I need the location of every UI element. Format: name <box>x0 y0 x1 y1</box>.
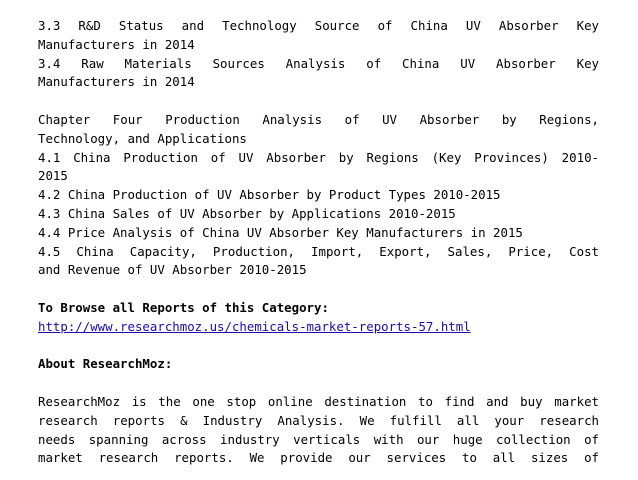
document-page <box>38 17 599 468</box>
browse-label: To Browse all Reports of this Category: <box>38 299 329 315</box>
about-line-2: research reports & Industry Analysis. We fulfill all your research <box>38 412 599 428</box>
spacer <box>38 92 599 111</box>
about-line-3: needs spanning across industry verticals with our huge collection of <box>38 431 599 447</box>
toc-item-4-3: 4.3 China Sales of UV Absorber by Applications 2010-2015 <box>38 205 456 221</box>
about-line-1: ResearchMoz is the one stop online destination to find and buy market <box>38 393 599 409</box>
toc-chapter-three-tail <box>38 17 599 92</box>
toc-item-4-1-line1: 4.1 China Production of UV Absorber by Regions (Key Provinces) 2010- <box>38 149 599 165</box>
spacer <box>38 337 599 356</box>
toc-item-4-2: 4.2 China Production of UV Absorber by Product Types 2010-2015 <box>38 187 501 203</box>
spacer <box>38 280 599 299</box>
browse-section <box>38 299 599 337</box>
about-section <box>38 355 599 468</box>
spacer <box>38 374 599 393</box>
toc-chapter-four <box>38 111 599 280</box>
chapter-four-heading-line1: Chapter Four Production Analysis of UV Absorber by Regions, <box>38 111 599 127</box>
toc-item-3-4-line1: 3.4 Raw Materials Sources Analysis of China UV Absorber Key <box>38 55 599 71</box>
toc-item-3-3-line1: 3.3 R&D Status and Technology Source of China UV Absorber Key <box>38 18 599 33</box>
toc-item-3-4-line2: Manufacturers in 2014 <box>38 74 195 90</box>
chapter-four-heading-line2: Technology, and Applications <box>38 130 247 146</box>
category-link[interactable]: http://www.researchmoz.us/chemicals-market-reports-57.html <box>38 318 471 334</box>
toc-item-3-3-line2: Manufacturers in 2014 <box>38 36 195 52</box>
toc-item-4-5-line1: 4.5 China Capacity, Production, Import, Export, Sales, Price, Cost <box>38 243 599 259</box>
toc-item-4-1-line2: 2015 <box>38 168 68 184</box>
toc-item-4-4: 4.4 Price Analysis of China UV Absorber Key Manufacturers in 2015 <box>38 224 523 240</box>
about-heading: About ResearchMoz: <box>38 356 173 372</box>
about-line-4: market research reports. We provide our services to all sizes of <box>38 450 599 466</box>
toc-item-4-5-line2: and Revenue of UV Absorber 2010-2015 <box>38 262 307 278</box>
